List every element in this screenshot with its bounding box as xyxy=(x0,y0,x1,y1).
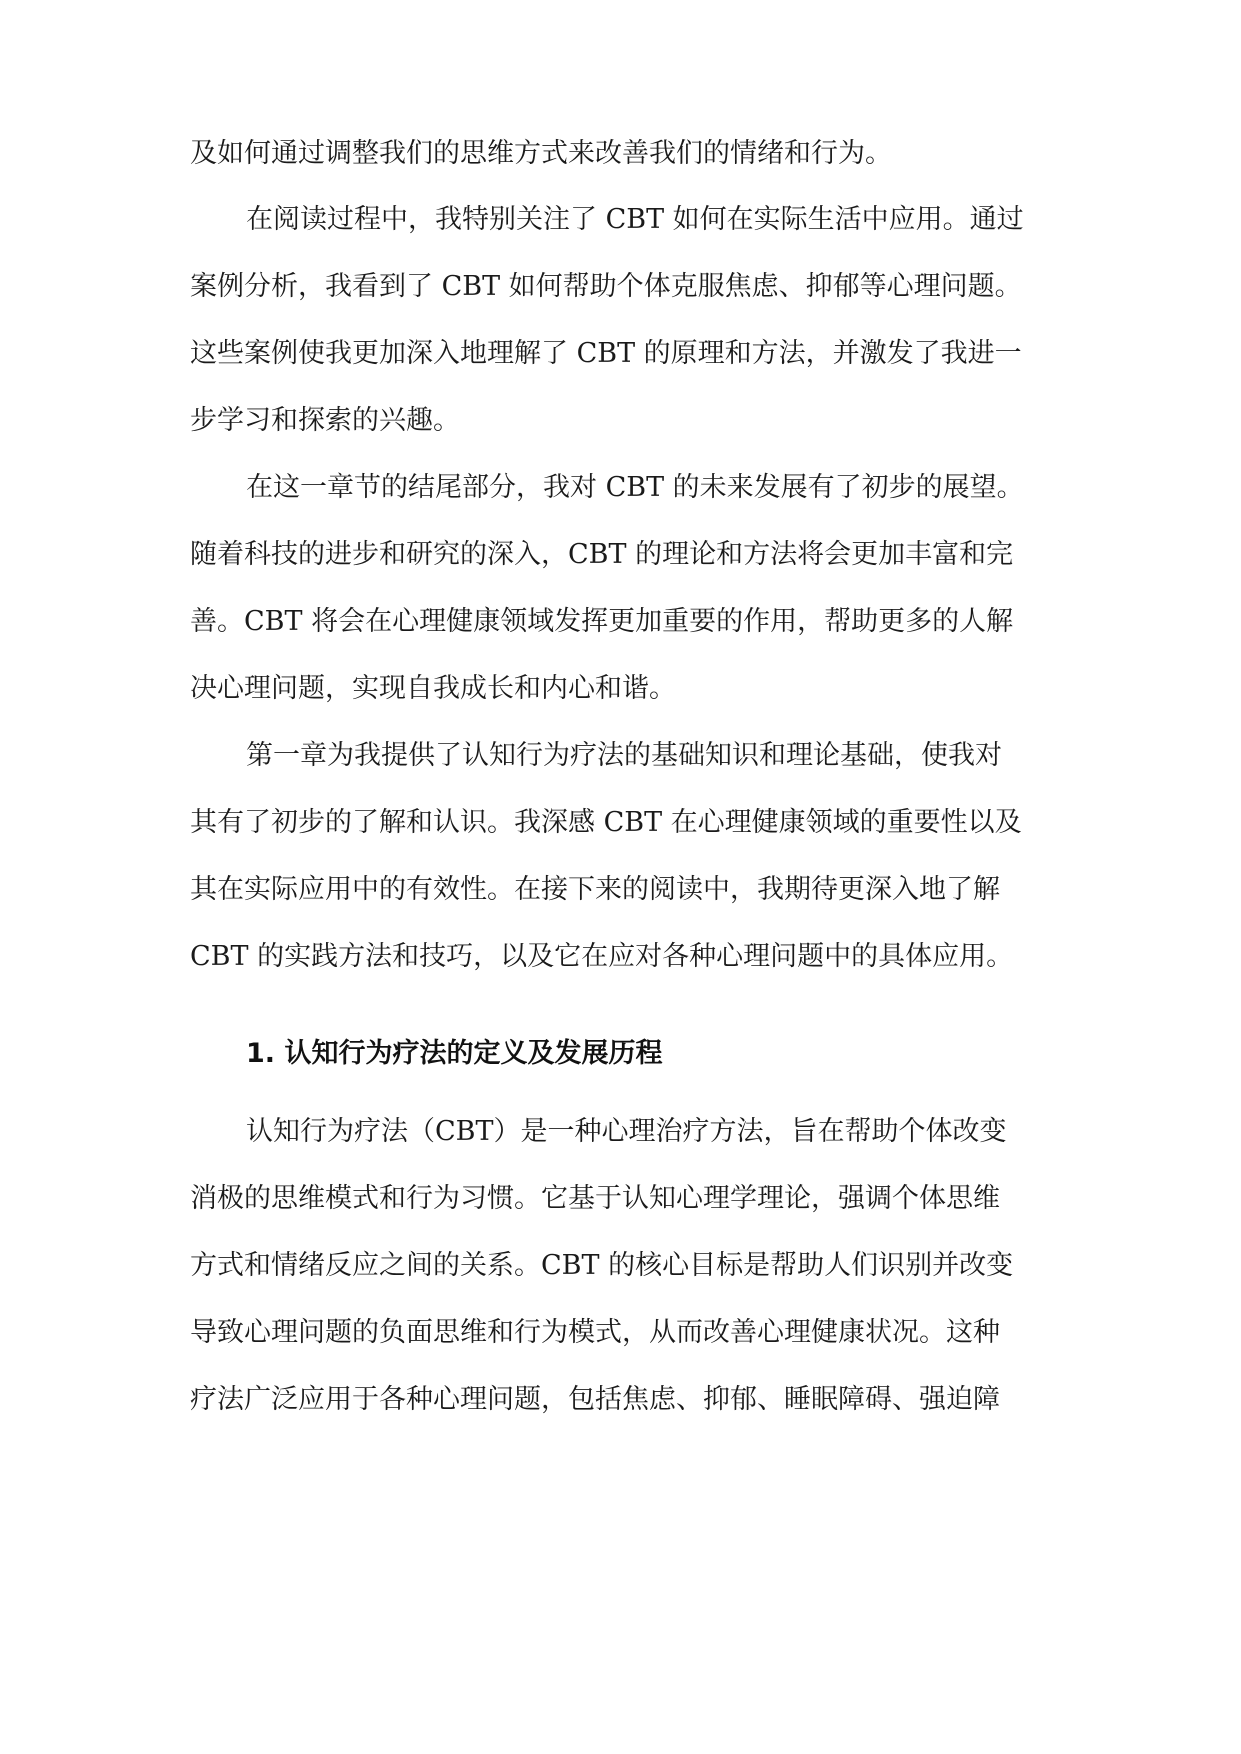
paragraph-line: CBT 的实践方法和技巧，以及它在应对各种心理问题中的具体应用。 xyxy=(190,941,1014,972)
paragraph-line: 疗法广泛应用于各种心理问题，包括焦虑、抑郁、睡眠障碍、强迫障 xyxy=(190,1384,1000,1415)
paragraph-line: 在阅读过程中，我特别关注了 CBT 如何在实际生活中应用。通过 xyxy=(246,204,1024,235)
paragraph-line: 及如何通过调整我们的思维方式来改善我们的情绪和行为。 xyxy=(190,138,892,169)
paragraph-line: 善。CBT 将会在心理健康领域发挥更加重要的作用，帮助更多的人解 xyxy=(190,606,1014,637)
paragraph-line: 导致心理问题的负面思维和行为模式，从而改善心理健康状况。这种 xyxy=(190,1317,1000,1348)
section-heading: 1. 认知行为疗法的定义及发展历程 xyxy=(246,1038,663,1069)
paragraph-line: 第一章为我提供了认知行为疗法的基础知识和理论基础，使我对 xyxy=(246,740,1002,771)
paragraph-line: 方式和情绪反应之间的关系。CBT 的核心目标是帮助人们识别并改变 xyxy=(190,1250,1014,1281)
paragraph-line: 这些案例使我更加深入地理解了 CBT 的原理和方法，并激发了我进一 xyxy=(190,338,1022,369)
paragraph-line: 案例分析，我看到了 CBT 如何帮助个体克服焦虑、抑郁等心理问题。 xyxy=(190,271,1022,302)
paragraph-line: 决心理问题，实现自我成长和内心和谐。 xyxy=(190,673,676,704)
paragraph-line: 随着科技的进步和研究的深入，CBT 的理论和方法将会更加丰富和完 xyxy=(190,539,1014,570)
paragraph-line: 在这一章节的结尾部分，我对 CBT 的未来发展有了初步的展望。 xyxy=(246,472,1024,503)
paragraph-line: 其有了初步的了解和认识。我深感 CBT 在心理健康领域的重要性以及 xyxy=(190,807,1022,838)
paragraph-line: 消极的思维模式和行为习惯。它基于认知心理学理论，强调个体思维 xyxy=(190,1183,1000,1214)
paragraph-line: 步学习和探索的兴趣。 xyxy=(190,405,460,436)
paragraph-line: 认知行为疗法（CBT）是一种心理治疗方法，旨在帮助个体改变 xyxy=(246,1116,1007,1147)
paragraph-line: 其在实际应用中的有效性。在接下来的阅读中，我期待更深入地了解 xyxy=(190,874,1000,905)
